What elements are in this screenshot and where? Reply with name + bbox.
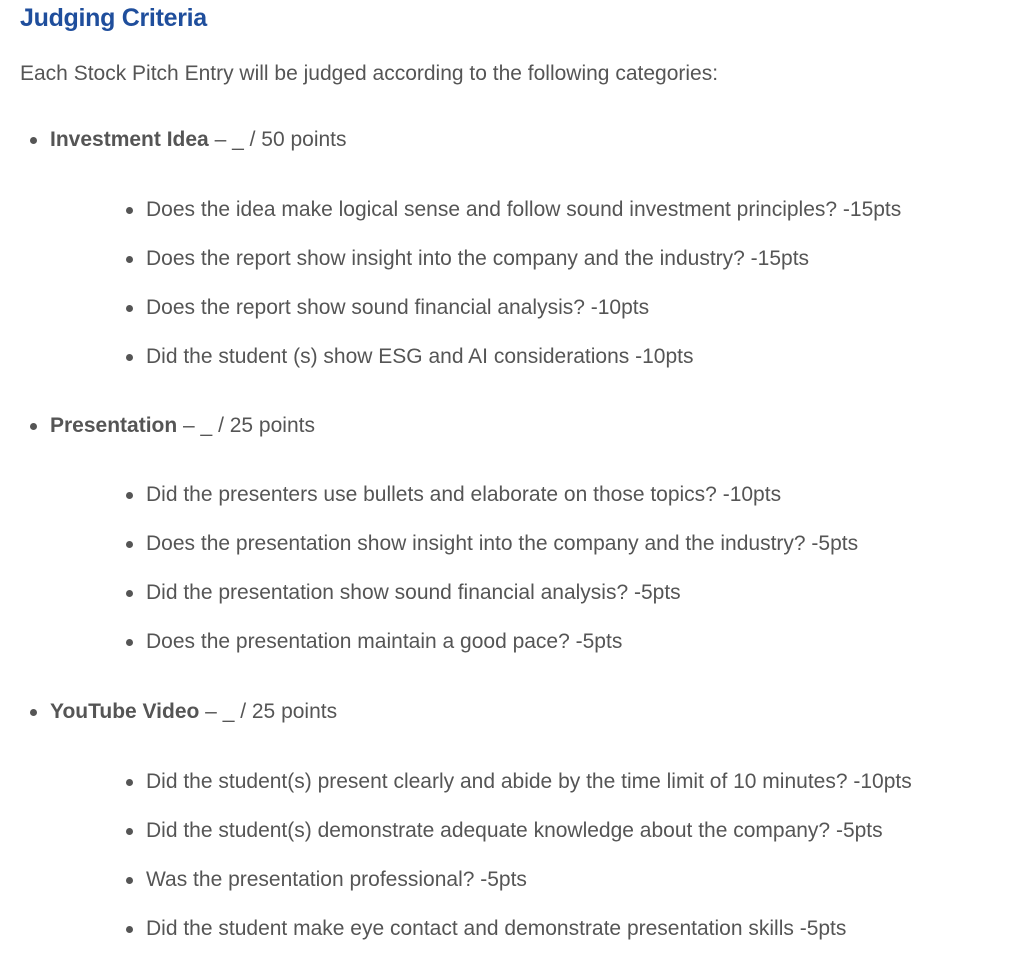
bullet-icon: [30, 423, 37, 430]
list-item: [126, 628, 622, 656]
bullet-icon: [126, 492, 133, 499]
list-item-text: Does the idea make logical sense and follow sound investment principles? -15pts: [146, 198, 902, 221]
bullet-icon: [126, 541, 133, 548]
criterion-score: – _ / 50 points: [208, 128, 347, 151]
criterion-score: – _ / 25 points: [177, 414, 315, 437]
list-item: [126, 579, 681, 607]
list-item-text: Does the presentation maintain a good pace? -5pts: [146, 630, 623, 653]
list-item: [126, 866, 527, 894]
list-item: [126, 196, 901, 224]
criterion-header: [20, 698, 1010, 726]
list-item: [126, 481, 781, 509]
criterion-header: [20, 126, 1010, 154]
criterion-name: Presentation: [50, 414, 178, 437]
bullet-icon: [126, 926, 133, 933]
bullet-icon: [126, 877, 133, 884]
bullet-icon: [126, 779, 133, 786]
intro-text: Each Stock Pitch Entry will be judged according to the following categories:: [20, 62, 719, 85]
list-item-text: Does the report show insight into the company and the industry? -15pts: [146, 247, 810, 270]
list-item-text: Did the student (s) show ESG and AI considerations -10pts: [146, 345, 694, 368]
list-item: [126, 817, 883, 845]
list-item-text: Was the presentation professional? -5pts: [146, 868, 527, 891]
bullet-icon: [126, 207, 133, 214]
bullet-icon: [30, 709, 37, 716]
bullet-icon: [126, 639, 133, 646]
list-item: [126, 343, 693, 371]
list-item-text: Did the student(s) present clearly and abide by the time limit of 10 minutes? -10pts: [146, 770, 912, 793]
criterion-youtube-video: [20, 698, 1010, 940]
bullet-icon: [126, 828, 133, 835]
list-item-text: Did the presenters use bullets and elaborate on those topics? -10pts: [146, 483, 782, 506]
list-item: [126, 768, 912, 796]
list-item: [126, 915, 846, 943]
bullet-icon: [126, 305, 133, 312]
list-item-text: Did the student make eye contact and demonstrate presentation skills -5pts: [146, 917, 847, 940]
section-heading: Judging Criteria: [20, 4, 207, 32]
criterion-investment-idea: [20, 126, 1010, 368]
list-item-text: Did the student(s) demonstrate adequate knowledge about the company? -5pts: [146, 819, 883, 842]
bullet-icon: [126, 354, 133, 361]
criterion-header: [20, 412, 1010, 440]
list-item-text: Does the presentation show insight into the company and the industry? -5pts: [146, 532, 859, 555]
bullet-icon: [126, 256, 133, 263]
bullet-icon: [30, 137, 37, 144]
list-item: [126, 294, 649, 322]
list-item: [126, 245, 809, 273]
list-item-text: Does the report show sound financial analysis? -10pts: [146, 296, 650, 319]
bullet-icon: [126, 590, 133, 597]
criterion-name: YouTube Video: [50, 700, 200, 723]
criterion-score: – _ / 25 points: [199, 700, 338, 723]
criterion-presentation: [20, 412, 1010, 653]
list-item: [126, 530, 858, 558]
list-item-text: Did the presentation show sound financial analysis? -5pts: [146, 581, 681, 604]
criterion-name: Investment Idea: [50, 128, 209, 151]
